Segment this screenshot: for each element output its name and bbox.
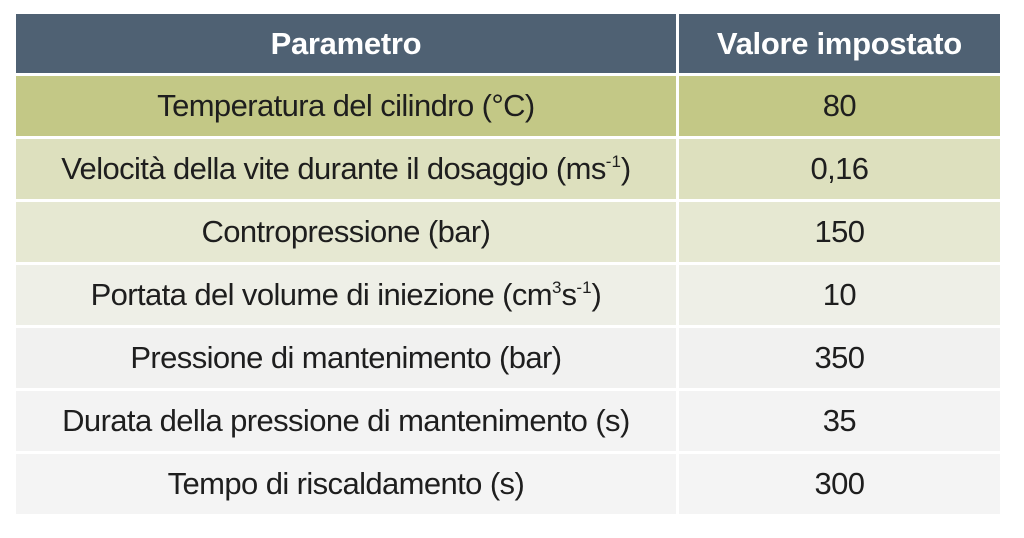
parameter-table bbox=[13, 11, 1003, 517]
cell-parameter: Tempo di riscaldamento (s) bbox=[16, 454, 676, 514]
cell-value: 80 bbox=[679, 76, 1000, 136]
table-row bbox=[16, 454, 1000, 514]
cell-parameter-superscript: -1 bbox=[576, 278, 592, 297]
cell-parameter: Contropressione (bar) bbox=[16, 202, 676, 262]
cell-parameter-text-mid: s bbox=[561, 277, 577, 312]
cell-value: 300 bbox=[679, 454, 1000, 514]
cell-parameter-text: Velocità della vite durante il dosaggio (ms bbox=[61, 151, 606, 186]
table-row bbox=[16, 391, 1000, 451]
table-row bbox=[16, 328, 1000, 388]
cell-value: 0,16 bbox=[679, 139, 1000, 199]
cell-parameter-text-end: ) bbox=[620, 151, 631, 186]
table-row bbox=[16, 202, 1000, 262]
header-value: Valore impostato bbox=[679, 14, 1000, 73]
header-parameter: Parametro bbox=[16, 14, 676, 73]
cell-value: 150 bbox=[679, 202, 1000, 262]
cell-parameter bbox=[16, 139, 676, 199]
cell-value: 350 bbox=[679, 328, 1000, 388]
cell-parameter bbox=[16, 265, 676, 325]
cell-value: 10 bbox=[679, 265, 1000, 325]
cell-parameter-text: Portata del volume di iniezione (cm bbox=[90, 277, 553, 312]
table-row bbox=[16, 265, 1000, 325]
cell-value: 35 bbox=[679, 391, 1000, 451]
table-row bbox=[16, 139, 1000, 199]
cell-parameter-superscript: 3 bbox=[552, 278, 562, 297]
cell-parameter-text-end: ) bbox=[591, 277, 602, 312]
cell-parameter: Pressione di mantenimento (bar) bbox=[16, 328, 676, 388]
parameter-table-container bbox=[16, 14, 1006, 514]
cell-parameter: Temperatura del cilindro (°C) bbox=[16, 76, 676, 136]
cell-parameter-superscript: -1 bbox=[605, 152, 621, 171]
cell-parameter: Durata della pressione di mantenimento (s) bbox=[16, 391, 676, 451]
table-header-row bbox=[16, 14, 1000, 73]
table-row bbox=[16, 76, 1000, 136]
